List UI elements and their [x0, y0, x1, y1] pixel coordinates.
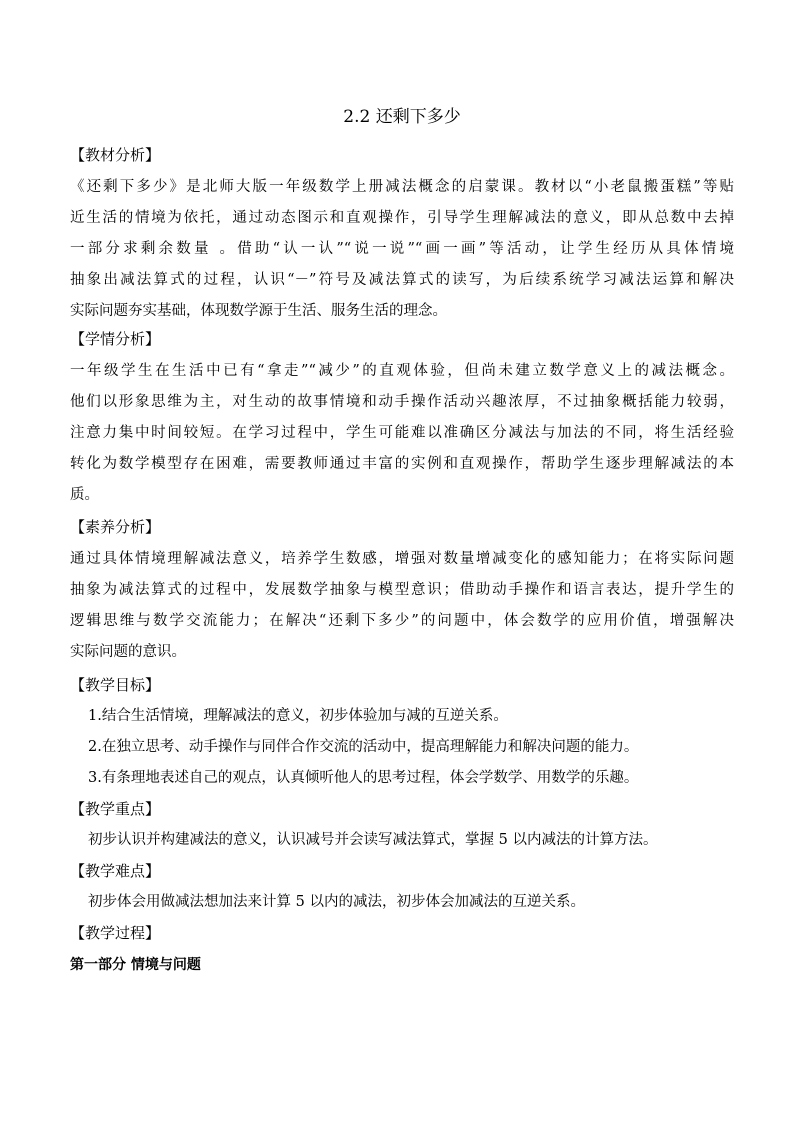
- text-line: 转化为数学模型存在困难，需要教师通过丰富的实例和直观操作，帮助学生逐步理解减法的本: [70, 456, 734, 472]
- paragraph-literacy-analysis: [70, 544, 734, 668]
- text-line: 逻辑思维与数学交流能力；在解决“还剩下多少”的问题中，体会数学的应用价值，增强解决: [70, 613, 734, 629]
- text-line: 实际问题的意识。: [70, 644, 186, 660]
- heading-literacy-analysis: 【素养分析】: [70, 518, 161, 536]
- text-line: 抽象出减法算式的过程，认识“－”符号及减法算式的读写，为后续系统学习减法运算和解决: [70, 272, 734, 288]
- heading-textbook-analysis: 【教材分析】: [70, 146, 161, 164]
- text-line: 抽象为减法算式的过程中，发展数学抽象与模型意识；借助动手操作和语言表达，提升学生的: [70, 582, 734, 598]
- text-line: 质。: [70, 487, 99, 503]
- page-title: 2.2 还剩下多少: [343, 107, 461, 127]
- text-line: 他们以形象思维为主，对生动的故事情境和动手操作活动兴趣浓厚，不过抽象概括能力较弱，: [70, 394, 734, 410]
- text-line: 一部分求剩余数量 。借助“认一认”“说一说”“画一画”等活动，让学生经历从具体情境: [70, 241, 734, 257]
- text-line: 一年级学生在生活中已有“拿走”“减少”的直观体验，但尚未建立数学意义上的减法概念。: [70, 363, 734, 379]
- difficulties-text: 初步体会用做减法想加法来计算 5 以内的减法，初步体会加减法的互逆关系。: [88, 894, 585, 910]
- part-one-heading: 第一部分 情境与问题: [70, 957, 201, 973]
- text-line: 近生活的情境为依托，通过动态图示和直观操作，引导学生理解减法的意义，即从总数中去掉: [70, 210, 734, 226]
- goal-item: 3.有条理地表述自己的观点，认真倾听他人的思考过程，体会学数学、用数学的乐趣。: [88, 770, 639, 786]
- paragraph-textbook-analysis: [70, 172, 734, 327]
- goal-item: 2.在独立思考、动手操作与同伴合作交流的活动中，提高理解能力和解决问题的能力。: [88, 739, 639, 755]
- text-line: 通过具体情境理解减法意义，培养学生数感，增强对数量增减变化的感知能力；在将实际问题: [70, 551, 734, 567]
- heading-teaching-process: 【教学过程】: [70, 924, 161, 942]
- goal-item: 1.结合生活情境，理解减法的意义，初步体验加与减的互逆关系。: [88, 708, 508, 724]
- heading-learner-analysis: 【学情分析】: [70, 330, 161, 348]
- heading-teaching-goals: 【教学目标】: [70, 676, 161, 694]
- text-line: 注意力集中时间较短。在学习过程中，学生可能难以准确区分减法与加法的不同，将生活经验: [70, 425, 734, 441]
- key-points-text: 初步认识并构建减法的意义，认识减号并会读写减法算式，掌握 5 以内减法的计算方法。: [88, 832, 658, 848]
- text-line: 实际问题夯实基础，体现数学源于生活、服务生活的理念。: [70, 303, 447, 319]
- heading-difficulties: 【教学难点】: [70, 862, 161, 880]
- heading-key-points: 【教学重点】: [70, 800, 161, 818]
- paragraph-learner-analysis: [70, 356, 734, 511]
- text-line: 《还剩下多少》是北师大版一年级数学上册减法概念的启蒙课。教材以“小老鼠搬蛋糕”等贴: [70, 179, 734, 195]
